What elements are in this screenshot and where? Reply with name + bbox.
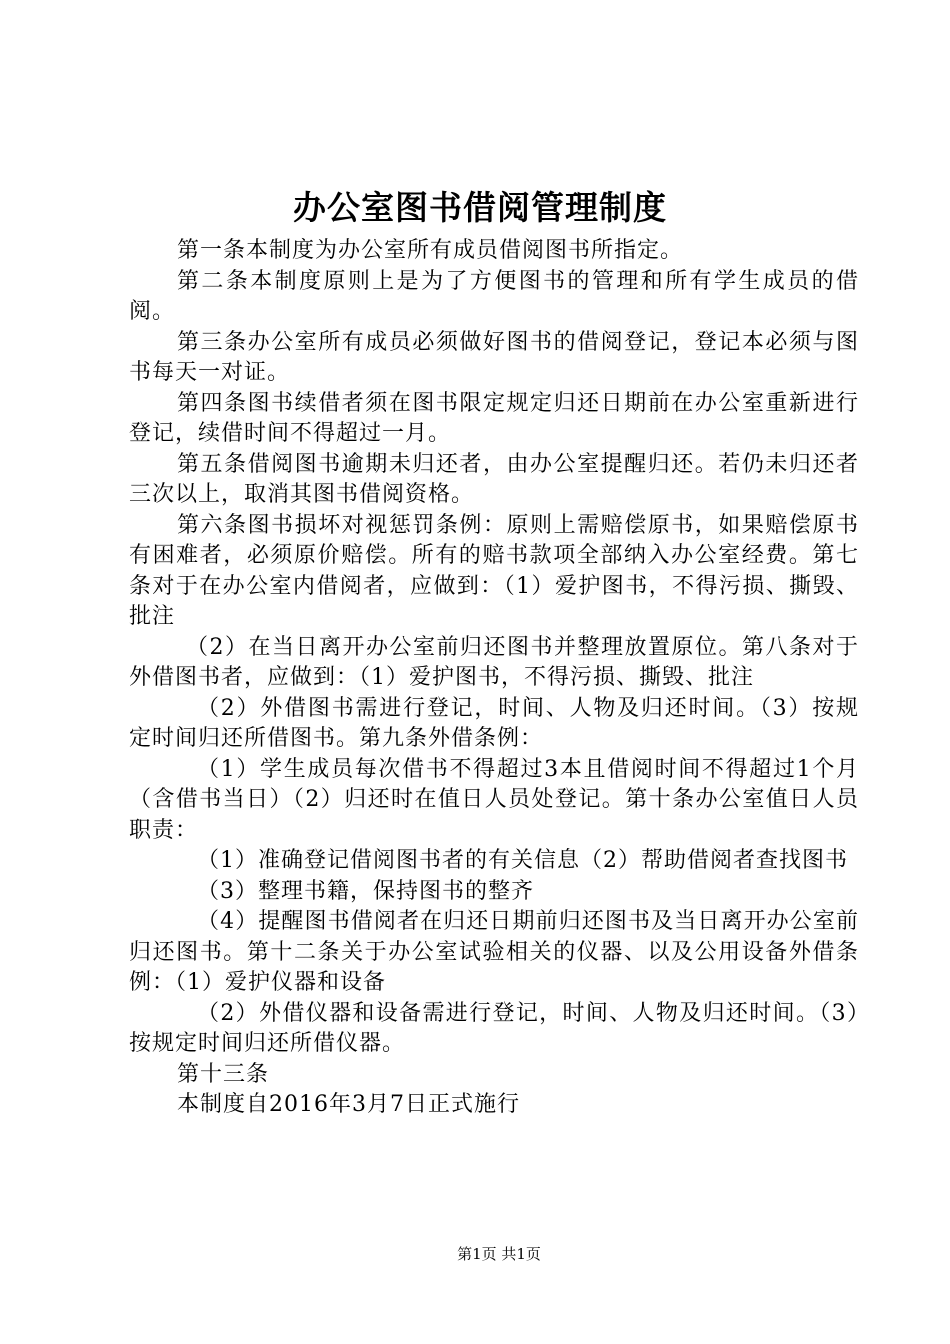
paragraph-article-10-item-4: （4）提醒图书借阅者在归还日期前归还图书及当日离开办公室前归还图书。第十二条关于办公室试验相关的仪器、以及公用设备外借条例：（1）爱护仪器和设备 — [129, 909, 859, 995]
paragraph-article-8-item-2: （2）外借图书需进行登记，时间、人物及归还时间。（3）按规定时间归还所借图书。第九条外借条例： — [129, 695, 859, 751]
paragraph-article-5: 第五条借阅图书逾期未归还者，由办公室提醒归还。若仍未归还者三次以上，取消其图书借阅资格。 — [129, 451, 859, 507]
document-body — [129, 236, 859, 1121]
paragraph-article-9-item-1: （1）学生成员每次借书不得超过3本且借阅时间不得超过1个月（含借书当日）（2）归还时在值日人员处登记。第十条办公室值日人员职责： — [129, 756, 859, 843]
paragraph-article-1: 第一条本制度为办公室所有成员借阅图书所指定。 — [177, 238, 684, 263]
paragraph-article-7-item-2: （2）在当日离开办公室前归还图书并整理放置原位。第八条对于外借图书者，应做到：（1）爱护图书，不得污损、撕毁、批注 — [129, 634, 859, 690]
paragraph-article-12-item-2: （2）外借仪器和设备需进行登记，时间、人物及归还时间。（3）按规定时间归还所借仪器。 — [129, 1000, 859, 1056]
paragraph-article-6-7: 第六条图书损坏对视惩罚条例：原则上需赔偿原书，如果赔偿原书有困难者，必须原价赔偿。所有的赔书款项全部纳入办公室经费。第七条对于在办公室内借阅者，应做到：（1）爱护图书，不得污损、撕毁、批注 — [129, 512, 859, 629]
paragraph-effective-date: 本制度自2016年3月7日正式施行 — [177, 1092, 520, 1117]
paragraph-article-3: 第三条办公室所有成员必须做好图书的借阅登记，登记本必须与图书每天一对证。 — [129, 329, 859, 385]
paragraph-article-10-item-1: （1）准确登记借阅图书者的有关信息（2）帮助借阅者查找图书 — [197, 848, 848, 873]
paragraph-article-2: 第二条本制度原则上是为了方便图书的管理和所有学生成员的借阅。 — [129, 268, 859, 324]
paragraph-article-4: 第四条图书续借者须在图书限定规定归还日期前在办公室重新进行登记，续借时间不得超过一月。 — [129, 390, 859, 446]
document-title: 办公室图书借阅管理制度 — [293, 188, 667, 227]
paragraph-article-10-item-3: （3）整理书籍，保持图书的整齐 — [197, 878, 534, 904]
paragraph-article-13: 第十三条 — [177, 1061, 270, 1087]
page-footer: 第1页 共1页 — [457, 1245, 541, 1263]
